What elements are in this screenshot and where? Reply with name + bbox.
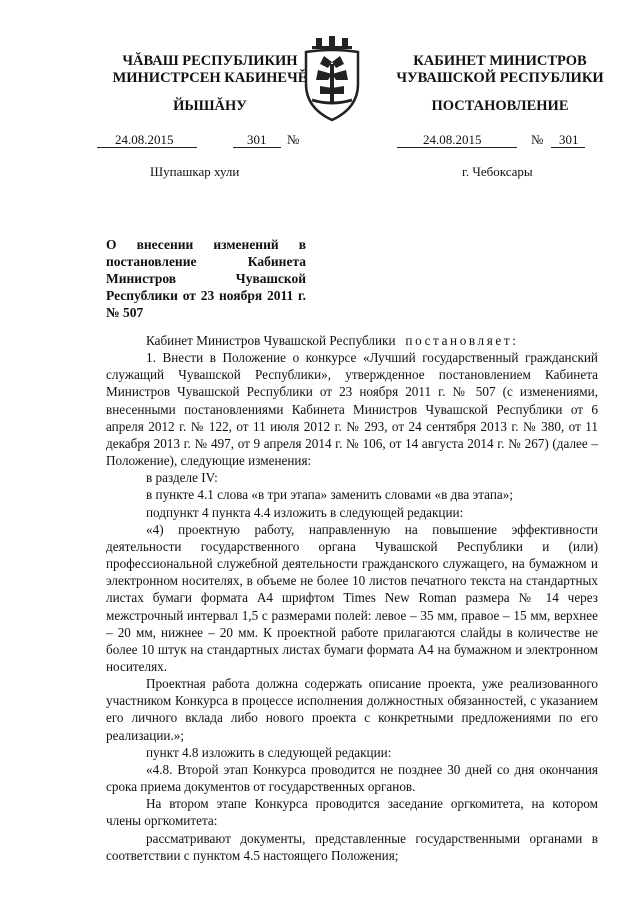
body-paragraph: в пункте 4.1 слова «в три этапа» заменить словами «в два этапа»; <box>146 487 513 503</box>
header-left-line2: МИНИСТРСЕН КАБИНЕЧĚ <box>112 70 308 86</box>
right-place: г. Чебоксары <box>462 164 533 179</box>
right-number-sign: № <box>531 132 544 147</box>
header-right-title: ПОСТАНОВЛЕНИЕ <box>431 98 569 114</box>
header-left-title: ЙЫШĂНУ <box>173 98 247 114</box>
body-paragraph: пункт 4.8 изложить в следующей редакции: <box>146 744 392 760</box>
body-intro: Кабинет Министров Чувашской Республики постановляет: <box>146 333 519 348</box>
body-paragraph: «4) проектную работу, направленную на повышение эффективности деятельности государственного органа Чувашской Республики и (или) профессиональной служебной деятельности гражданского служащего, на бумажном и электронном носителях, в объеме не более 10 листов печатного текста на стандартных листах бумаги формата А4 шрифтом Times New Roman размера № 14 через межстрочный интервал 1,5 с размерами полей: левое – 35 мм, правое – 15 мм, верхнее – 20 мм, нижнее – 20 мм. К проектной работе прилагаются слайды в количестве не более 10 штук на стандартных листах бумаги формата А4 на бумажном и электронном носителях. <box>106 521 598 674</box>
left-date-field: 24.08.2015 <box>97 133 197 148</box>
right-date-field: 24.08.2015 <box>397 133 517 148</box>
body-paragraph: подпункт 4 пункта 4.4 изложить в следующей редакции: <box>146 504 464 520</box>
body-paragraph: Проектная работа должна содержать описание проекта, уже реализованного участником Конкурса в процессе исполнения должностных обязанностей, с указанием его личного вклада либо нового проекта с конкретными предложениями по его реализации.»; <box>106 676 598 743</box>
body-paragraph: На втором этапе Конкурса проводится заседание оргкомитета, на котором члены оргкомитета: <box>106 796 598 829</box>
body-paragraph: 1. Внести в Положение о конкурсе «Лучший государственный гражданский служащий Чувашской Республики», утвержденное постановлением Кабинета Министров Чувашской Республики от 23 ноября 2011 г. № 507 (с изменениями, внесенными постановлениями Кабинета Министров Чувашской Республики от 6 апреля 2012 г. № 122, от 11 июля 2012 г. № 293, от 24 сентября 2013 г. № 380, от 11 декабря 2013 г. № 497, от 9 апреля 2014 г. № 106, от 14 августа 2014 г. № 267) (далее – Положение), следующие изменения: <box>106 350 598 469</box>
left-number-sign: № <box>287 132 300 147</box>
body-paragraph: в разделе IV: <box>146 470 218 486</box>
body-paragraph: рассматривают документы, представленные государственными органами в соответствии с пунктом 4.5 настоящего Положения; <box>106 830 598 863</box>
body-paragraph: «4.8. Второй этап Конкурса проводится не позднее 30 дней со дня окончания срока приема документов от государственных органов. <box>106 761 598 795</box>
header-right-line1: КАБИНЕТ МИНИСТРОВ <box>413 53 587 69</box>
left-number-field: 301 <box>233 133 281 148</box>
document-body <box>106 332 598 864</box>
chuvashia-emblem-icon <box>298 34 366 126</box>
left-place: Шупашкар хули <box>150 164 240 179</box>
header-left-line1: ЧĂВАШ РЕСПУБЛИКИН <box>122 53 298 69</box>
right-number-field: 301 <box>551 133 585 148</box>
document-subject: О внесении изменений в постановление Кабинета Министров Чувашской Республики от 23 ноября 2011 г. № 507 <box>106 237 306 320</box>
header-right-line2: ЧУВАШСКОЙ РЕСПУБЛИКИ <box>396 70 604 86</box>
